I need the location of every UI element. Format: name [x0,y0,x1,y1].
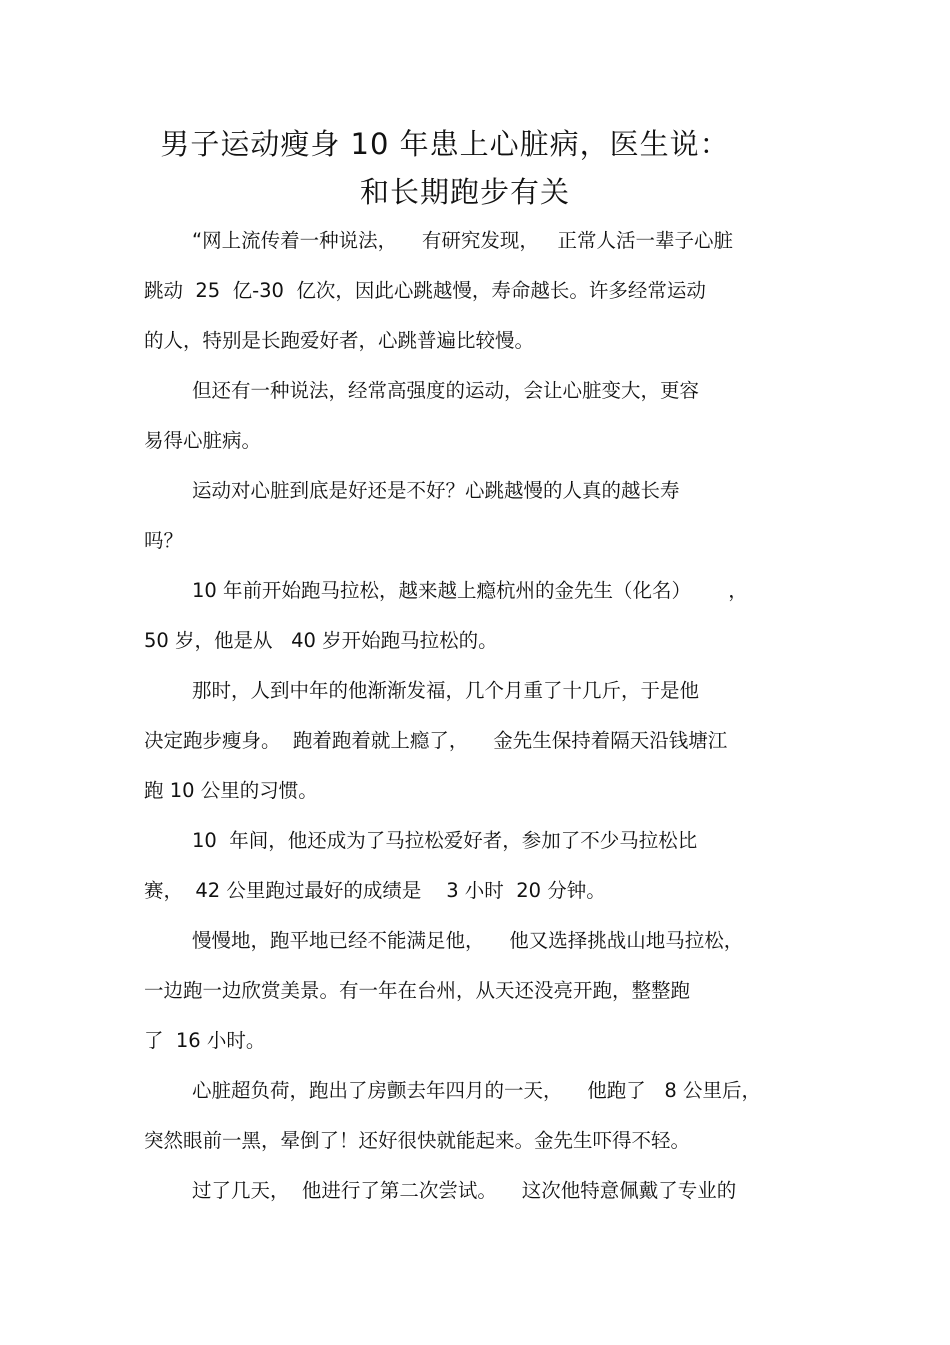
body-line-14: 赛， 42 公里跑过最好的成绩是 3 小时 20 分钟。 [144,879,606,902]
body-line-9: 50 岁，他是从 40 岁开始跑马拉松的。 [144,629,498,652]
body-line-12: 跑 10 公里的习惯。 [144,779,318,802]
body-line-8: 10 年前开始跑马拉松，越来越上瘾杭州的金先生（化名） ， [192,579,748,602]
body-line-3: 的人，特别是长跑爱好者，心跳普遍比较慢。 [144,329,535,352]
body-line-7: 吗？ [144,529,184,552]
body-line-13: 10 年间，他还成为了马拉松爱好者，参加了不少马拉松比 [192,829,698,852]
body-line-6: 运动对心脏到底是好还是不好？心跳越慢的人真的越长寿 [192,479,680,502]
body-line-16: 一边跑一边欣赏美景。有一年在台州，从天还没亮开跑，整整跑 [144,979,691,1002]
body-line-18: 心脏超负荷，跑出了房颤去年四月的一天， 他跑了 8 公里后， [192,1079,761,1102]
body-line-15: 慢慢地，跑平地已经不能满足他， 他又选择挑战山地马拉松， [192,929,744,952]
body-line-5: 易得心脏病。 [144,429,262,452]
body-line-11: 决定跑步瘦身。 跑着跑着就上瘾了， 金先生保持着隔天沿钱塘江 [144,729,728,752]
body-line-10: 那时，人到中年的他渐渐发福，几个月重了十几斤，于是他 [192,679,700,702]
body-line-20: 过了几天， 他进行了第二次尝试。 这次他特意佩戴了专业的 [192,1179,737,1202]
body-line-17: 了 16 小时。 [144,1029,266,1052]
article-title-line-2: 和长期跑步有关 [359,175,570,209]
body-line-2: 跳动 25 亿-30 亿次，因此心跳越慢，寿命越长。许多经常运动 [144,279,706,302]
body-line-4: 但还有一种说法，经常高强度的运动，会让心脏变大，更容 [192,379,700,402]
article-title-line-1: 男子运动瘦身 10 年患上心脏病，医生说： [160,127,730,161]
body-line-1: “网上流传着一种说法， 有研究发现， 正常人活一辈子心脏 [192,229,733,252]
body-line-19: 突然眼前一黑，晕倒了！还好很快就能起来。金先生吓得不轻。 [144,1129,691,1152]
